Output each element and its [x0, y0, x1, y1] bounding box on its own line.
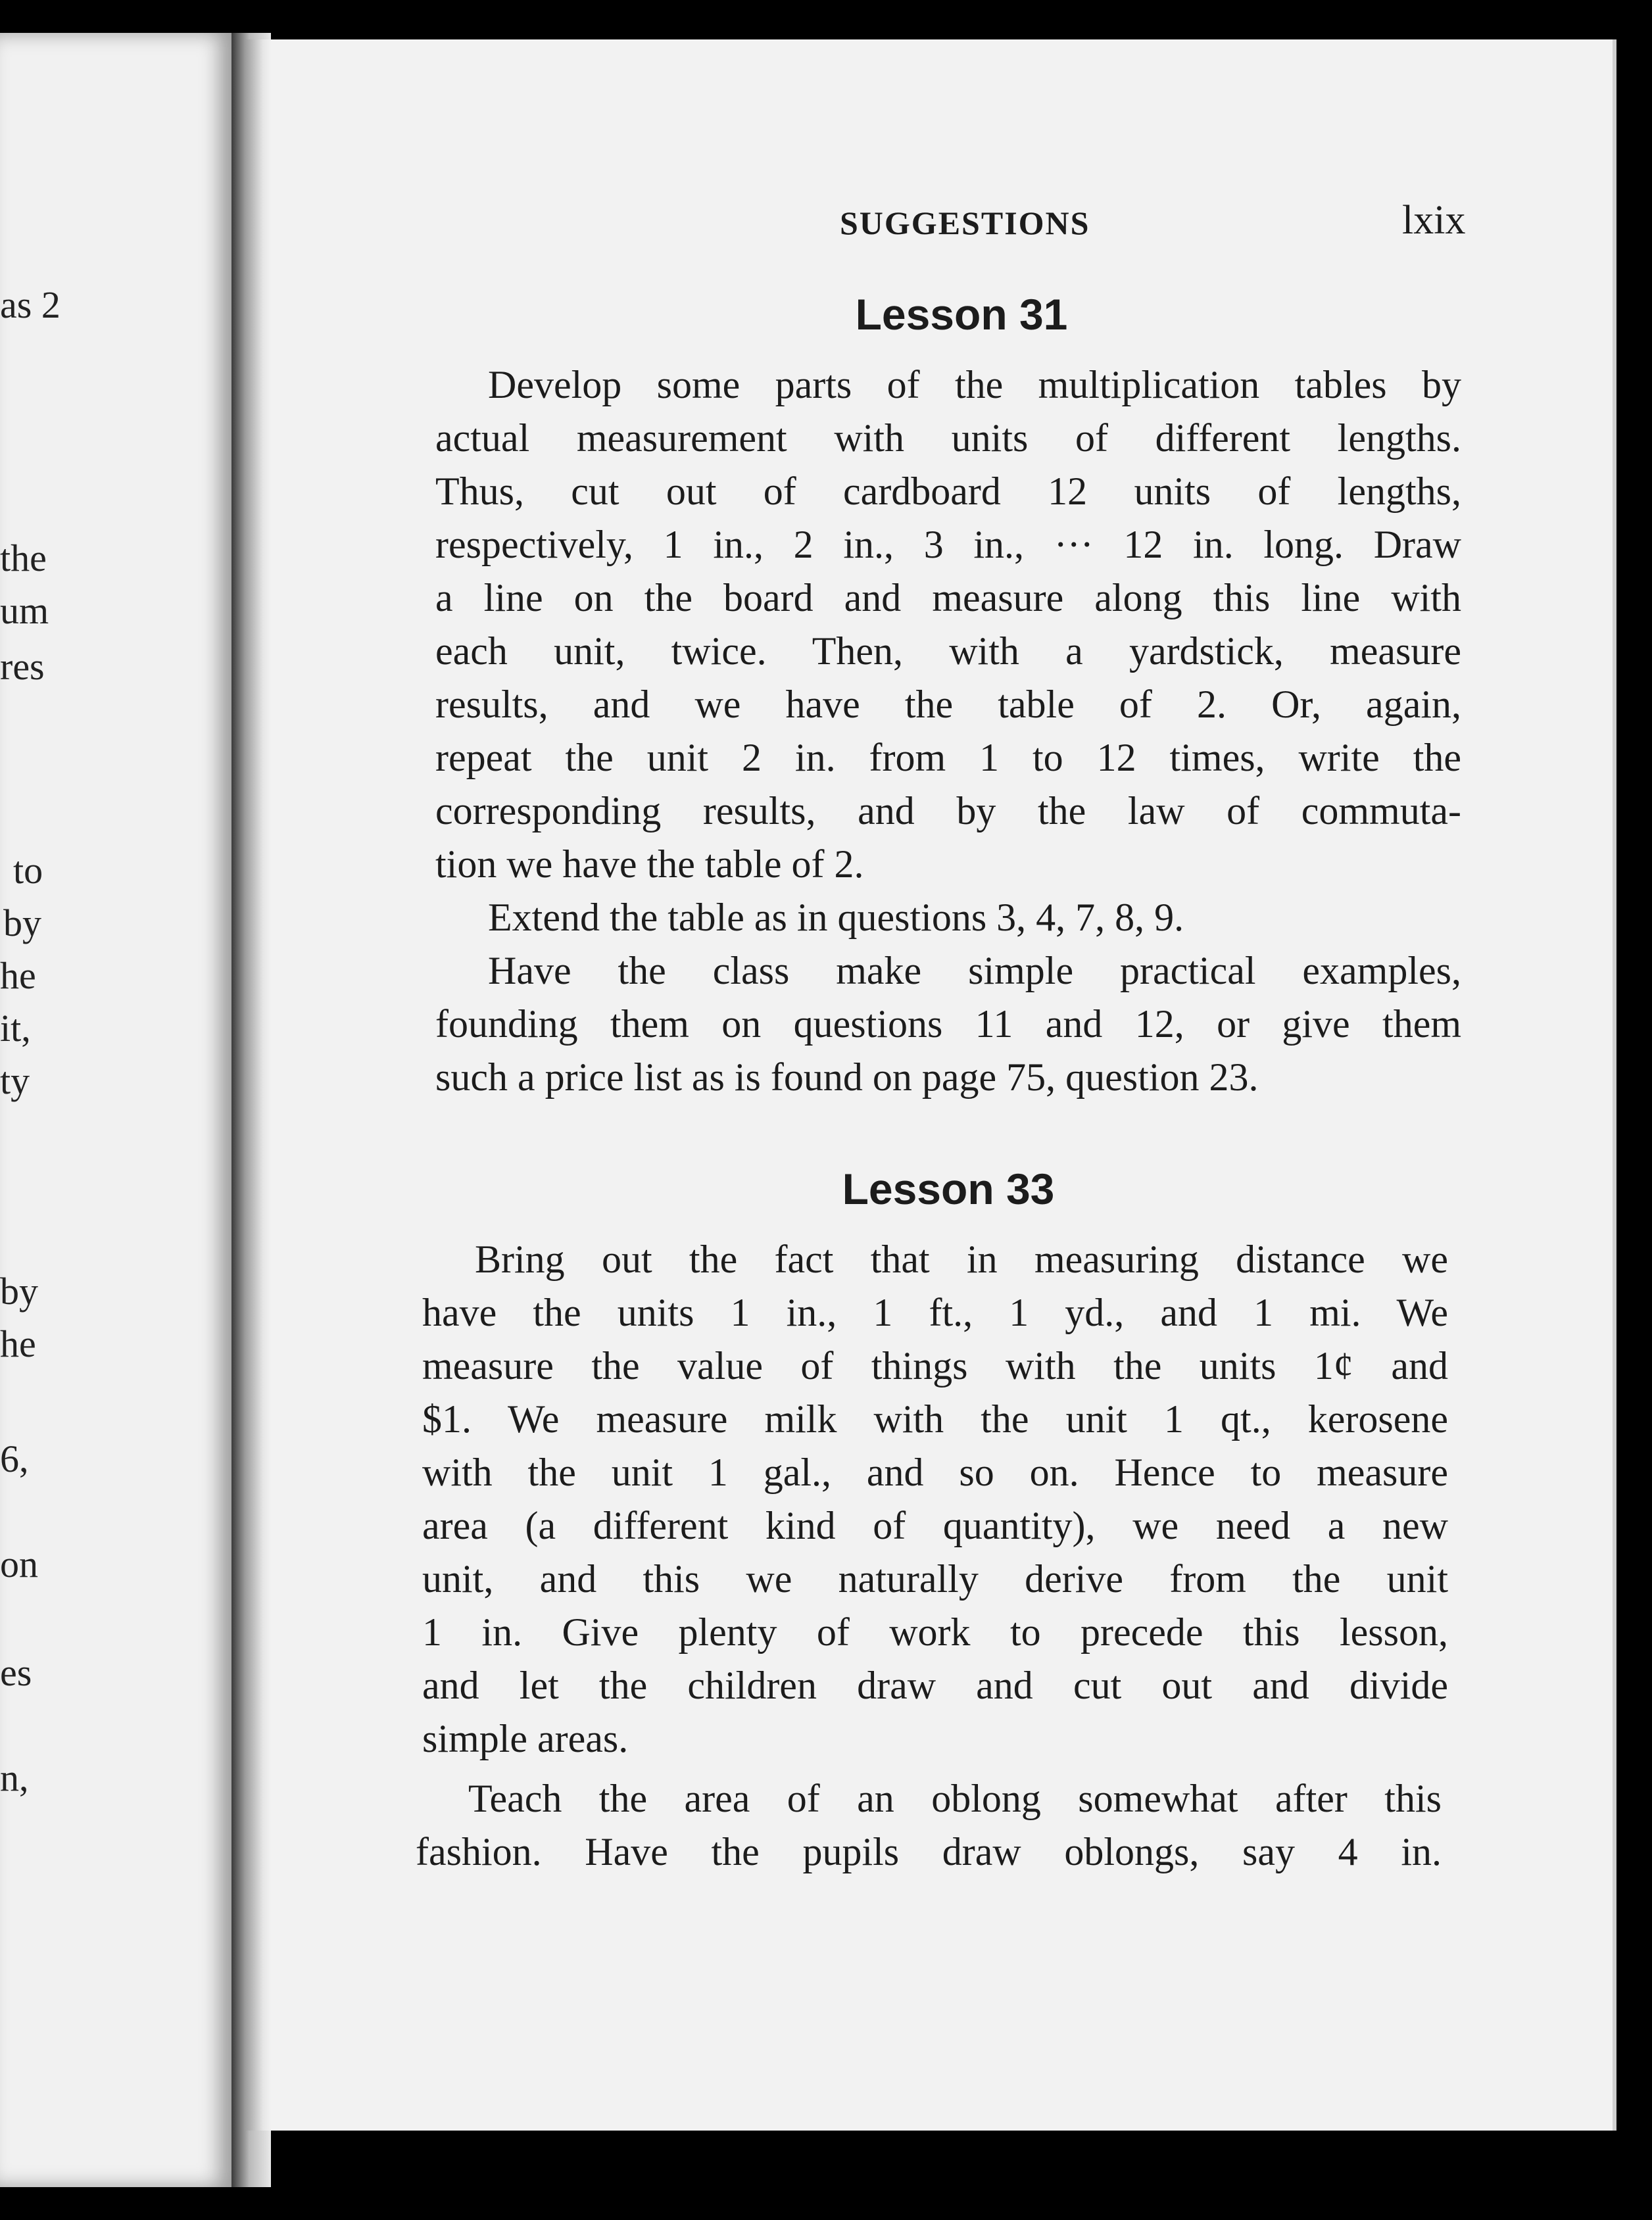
text-line: actual measurement with units of different lengths. [435, 416, 1461, 460]
right-page [245, 39, 1616, 2131]
left-page-fragment: n, [0, 1756, 29, 1799]
text-line: respectively, 1 in., 2 in., 3 in., ··· 12 in. long. Draw [435, 523, 1461, 566]
text-line: corresponding results, and by the law of commuta- [435, 789, 1461, 832]
left-page-fragment: 6, [0, 1437, 29, 1480]
text-line: Extend the table as in questions 3, 4, 7, 8, 9. [488, 896, 1184, 939]
text-line: $1. We measure milk with the unit 1 qt., kerosene [422, 1397, 1448, 1441]
left-page-fragment: um [0, 589, 49, 632]
text-line: repeat the unit 2 in. from 1 to 12 times, write the [435, 736, 1461, 779]
text-line: 1 in. Give plenty of work to precede this lesson, [422, 1610, 1448, 1654]
left-page-fragment: as 2 [0, 283, 61, 326]
lesson-title: Lesson 31 [855, 290, 1068, 339]
text-line: results, and we have the table of 2. Or, again, [435, 683, 1461, 726]
running-head: SUGGESTIONS [840, 205, 1090, 241]
paragraph [422, 1233, 1448, 1766]
left-page-fragment: he [0, 954, 36, 997]
spine-shadow [245, 39, 271, 2131]
text-line: simple areas. [422, 1717, 629, 1760]
text-line: measure the value of things with the units 1¢ and [422, 1344, 1448, 1388]
left-page-fragment: ty [0, 1059, 30, 1102]
text-line: and let the children draw and cut out and divide [422, 1664, 1448, 1707]
paragraph [435, 358, 1461, 891]
lesson-title: Lesson 33 [842, 1165, 1055, 1213]
text-line: such a price list as is found on page 75, question 23. [435, 1055, 1259, 1099]
text-line: founding them on questions 11 and 12, or give them [435, 1002, 1461, 1046]
text-line: Thus, cut out of cardboard 12 units of lengths, [435, 470, 1461, 513]
text-line: Have the class make simple practical examples, [488, 949, 1461, 992]
text-line: have the units 1 in., 1 ft., 1 yd., and 1 mi. We [422, 1291, 1448, 1334]
left-page [0, 33, 231, 2187]
text-line: a line on the board and measure along this line with [435, 576, 1461, 619]
left-page-fragment: the [0, 537, 47, 579]
text-line: Develop some parts of the multiplication tables by [488, 363, 1461, 406]
left-page-fragment: es [0, 1651, 32, 1694]
paragraph [435, 944, 1461, 1104]
left-page-fragment: by [0, 1270, 38, 1313]
left-page-fragment: on [0, 1543, 38, 1585]
text-line: each unit, twice. Then, with a yardstick, measure [435, 629, 1461, 673]
text-line: with the unit 1 gal., and so on. Hence to measure [422, 1451, 1448, 1494]
left-page-fragment: he [0, 1322, 36, 1365]
left-page-fragment: res [0, 645, 45, 688]
text-line: tion we have the table of 2. [435, 842, 864, 886]
text-line: fashion. Have the pupils draw oblongs, say 4 in. [416, 1830, 1442, 1873]
text-line: Bring out the fact that in measuring distance we [475, 1238, 1448, 1281]
text-line: unit, and this we naturally derive from the unit [422, 1557, 1448, 1601]
left-page-fragment: to [13, 849, 43, 892]
text-line: Teach the area of an oblong somewhat after this [468, 1777, 1442, 1820]
paragraph [435, 891, 1461, 944]
left-page-fragment: it, [0, 1007, 31, 1050]
text-line: area (a different kind of quantity), we need a new [422, 1504, 1448, 1547]
paragraph [416, 1772, 1442, 1879]
left-page-fragment: by [3, 902, 41, 944]
page-number: lxix [1402, 198, 1466, 243]
